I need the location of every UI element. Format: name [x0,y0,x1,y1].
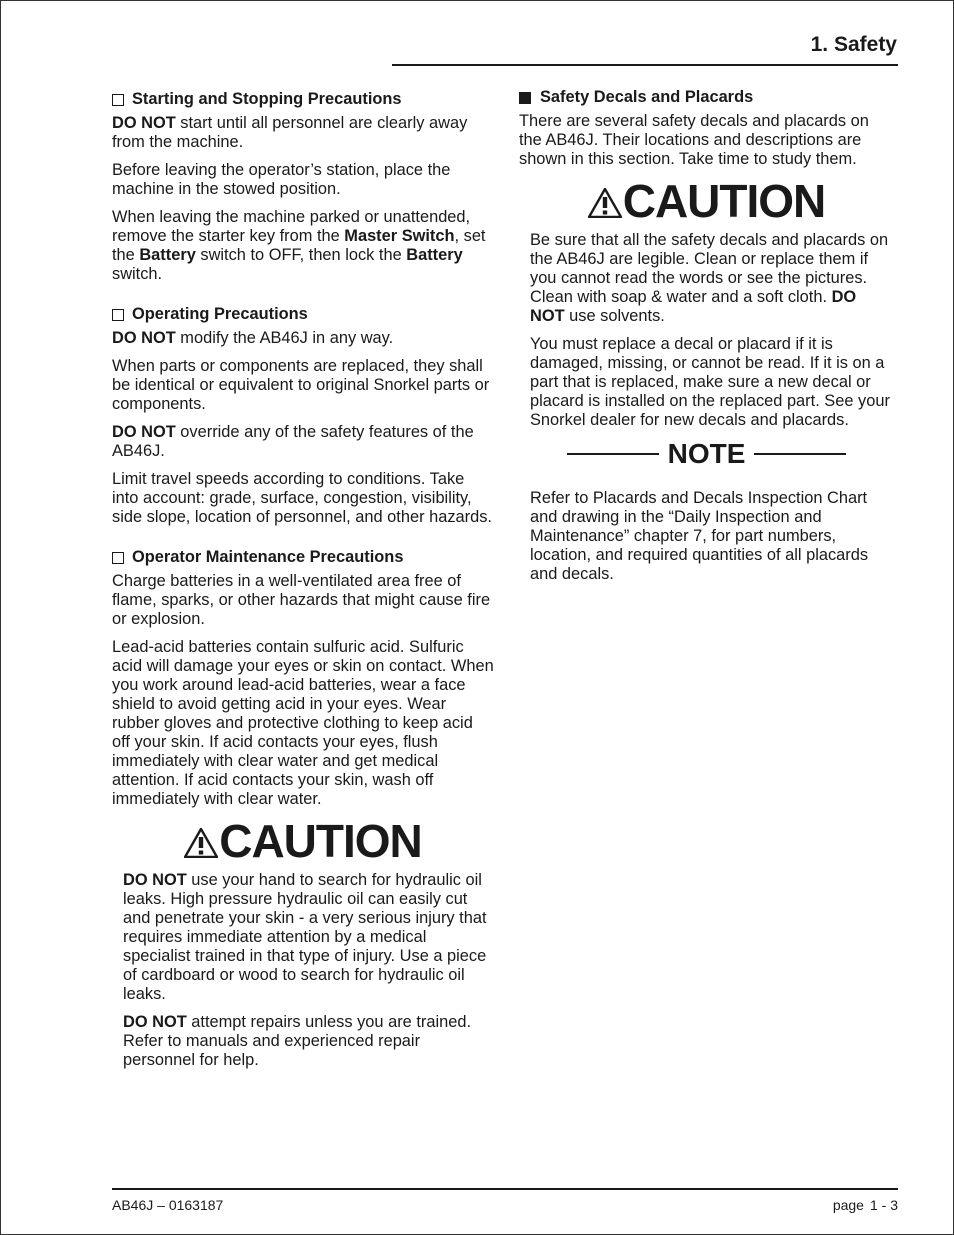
note-body [519,489,894,584]
paragraph: Be sure that all the safety decals and placards on the AB46J are legible. Clean or replace them if you cannot read the words or see the pictures. Clean with soap & water and a soft cloth. DO NOT use solvents. [530,231,889,325]
paragraph: When parts or components are replaced, they shall be identical or equivalent to original Snorkel parts or components. [112,357,490,413]
note-rule-right [754,453,846,455]
heading-text: Safety Decals and Placards [540,88,754,106]
page-label: page [832,1197,864,1213]
paragraph: DO NOT use your hand to search for hydraulic oil leaks. High pressure hydraulic oil can easily cut and penetrate your skin - a very serious injury that requires immediate attention by a medical specialist trained in that type of injury. Use a piece of cardboard or wood to search for hydraulic oil leaks. [123,871,487,1003]
caution-body [112,871,494,1070]
section-heading-starting [112,90,494,109]
header-rule [392,64,898,66]
section-heading-operating [112,305,494,324]
paragraph: There are several safety decals and placards on the AB46J. Their locations and descriptions are shown in this section. Take time to study them. [519,112,869,168]
paragraph: Lead-acid batteries contain sulfuric acid. Sulfuric acid will damage your eyes or skin on contact. When you work around lead-acid batteries, wear a face shield to avoid getting acid in your eyes. Wear rubber gloves and protective clothing to keep acid off your skin. If acid contacts your eyes, flush immediately with clear water and get medical attention. If acid contacts your skin, wash off immediately with clear water. [112,638,494,808]
caution-banner [519,175,894,227]
checkbox-bullet-icon [112,309,124,321]
footer-rule [112,1188,898,1190]
chapter-title: 1. Safety [810,33,897,56]
page-number: 1 - 3 [869,1197,898,1213]
paragraph: DO NOT start until all personnel are clearly away from the machine. [112,114,468,151]
warning-triangle-icon [184,828,218,858]
paragraph: When leaving the machine parked or unattended, remove the starter key from the Master Switch, set the Battery switch to OFF, then lock the Battery switch. [112,208,486,283]
warning-triangle-icon [588,188,622,218]
section-heading-decals [519,88,894,107]
square-bullet-icon [519,92,531,104]
checkbox-bullet-icon [112,552,124,564]
caution-banner [112,815,494,867]
caution-body [519,231,894,430]
right-column [519,88,894,593]
caution-label: CAUTION [622,175,826,227]
section-heading-maintenance [112,548,494,567]
paragraph: Charge batteries in a well-ventilated area free of flame, sparks, or other hazards that might cause fire or explosion. [112,572,491,628]
heading-text: Starting and Stopping Precautions [132,90,402,108]
note-label: NOTE [667,438,746,469]
footer-page [833,1197,898,1213]
checkbox-bullet-icon [112,94,124,106]
paragraph: DO NOT attempt repairs unless you are trained. Refer to manuals and experienced repair personnel for help. [123,1013,472,1069]
paragraph: Before leaving the operator’s station, place the machine in the stowed position. [112,161,451,198]
paragraph: Refer to Placards and Decals Inspection Chart and drawing in the “Daily Inspection and Maintenance” chapter 7, for part numbers, location, and required quantities of all placards and decals. [530,489,869,583]
caution-label: CAUTION [219,815,422,867]
paragraph: You must replace a decal or placard if it is damaged, missing, or cannot be read. If it is on a part that is replaced, make sure a new decal or placard is installed on the replaced part. See your Snorkel dealer for new decals and placards. [530,335,890,429]
heading-text: Operator Maintenance Precautions [132,548,404,566]
paragraph: Limit travel speeds according to conditions. Take into account: grade, surface, congestion, visibility, side slope, location of personnel, and other hazards. [112,470,492,526]
left-column [112,90,494,1079]
note-rule-left [567,453,659,455]
footer-doc-id: AB46J – 0163187 [112,1197,224,1213]
note-banner [519,439,894,469]
heading-text: Operating Precautions [132,305,308,323]
paragraph: DO NOT override any of the safety features of the AB46J. [112,423,474,460]
paragraph: DO NOT modify the AB46J in any way. [112,329,394,347]
